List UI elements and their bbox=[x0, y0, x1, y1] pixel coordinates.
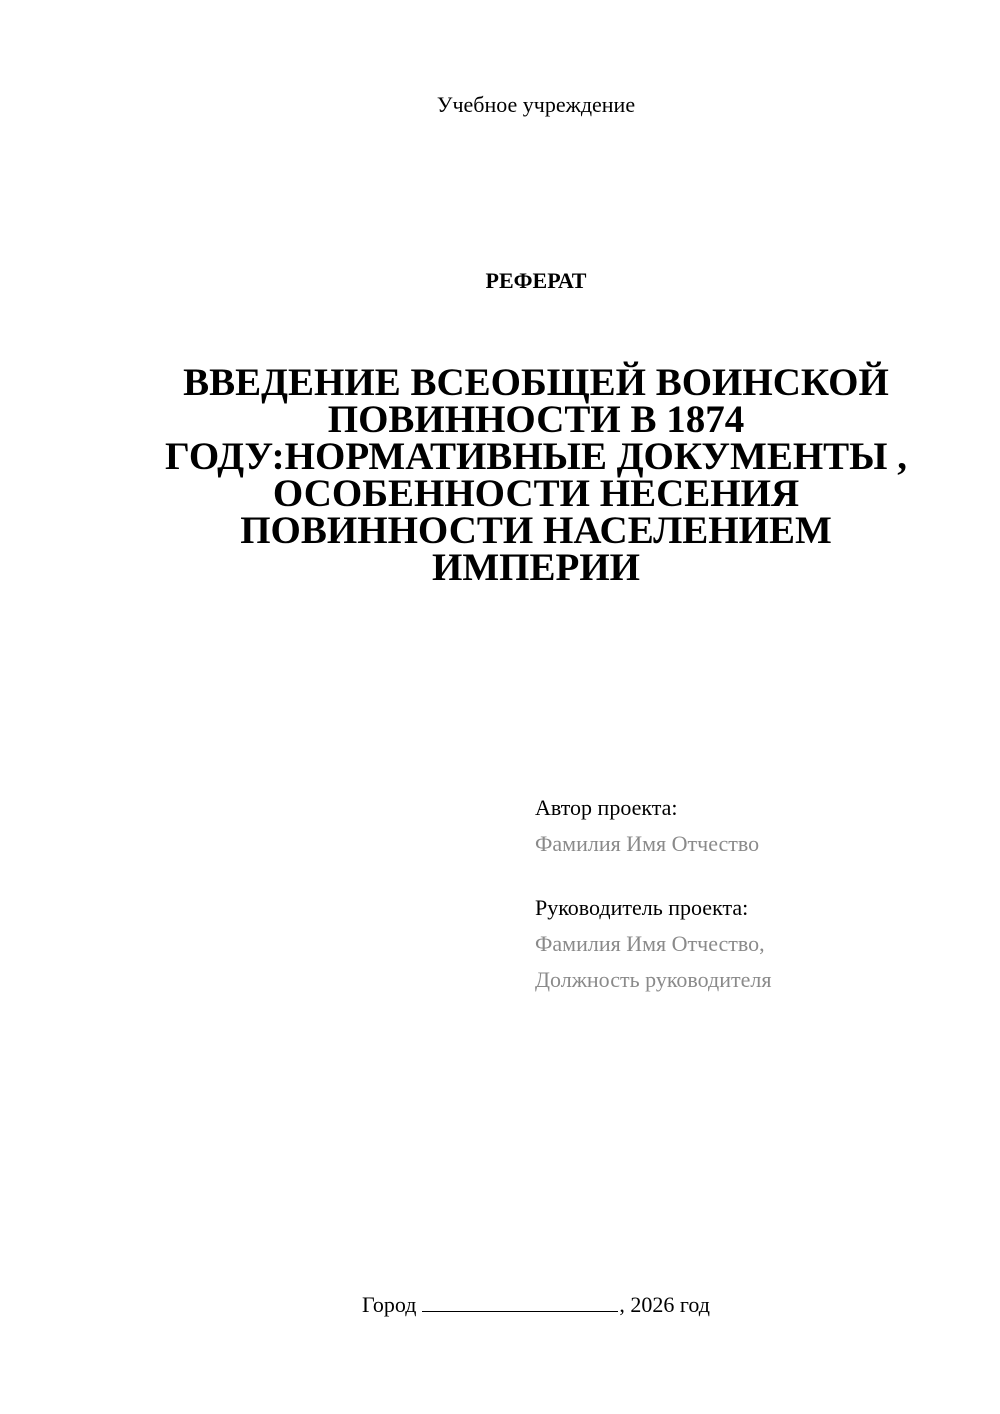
institution-name: Учебное учреждение bbox=[436, 92, 636, 117]
author-name-placeholder: Фамилия Имя Отчество bbox=[535, 831, 760, 856]
city-label: Город bbox=[362, 1292, 417, 1317]
supervisor-position-placeholder: Должность руководителя bbox=[535, 967, 772, 992]
document-type: РЕФЕРАТ bbox=[485, 268, 587, 293]
author-label: Автор проекта: bbox=[535, 795, 678, 820]
title-line: ВВЕДЕНИЕ ВСЕОБЩЕЙ ВОИНСКОЙ bbox=[183, 361, 889, 404]
supervisor-label: Руководитель проекта: bbox=[535, 895, 749, 920]
city-blank-line bbox=[422, 1293, 618, 1312]
credits-block bbox=[535, 790, 975, 998]
title-line: ОСОБЕННОСТИ НЕСЕНИЯ bbox=[272, 472, 800, 515]
year-text: , 2026 год bbox=[619, 1292, 710, 1317]
spacer bbox=[535, 862, 975, 890]
footer-city-year bbox=[0, 1292, 1000, 1318]
title-line: ПОВИННОСТИ В 1874 bbox=[327, 398, 745, 441]
document-title bbox=[140, 361, 932, 589]
supervisor-name-placeholder: Фамилия Имя Отчество, bbox=[535, 931, 765, 956]
title-line: ИМПЕРИИ bbox=[432, 546, 640, 589]
title-line: ПОВИННОСТИ НАСЕЛЕНИЕМ bbox=[240, 509, 832, 552]
title-line: ГОДУ:НОРМАТИВНЫЕ ДОКУМЕНТЫ , bbox=[165, 435, 907, 478]
